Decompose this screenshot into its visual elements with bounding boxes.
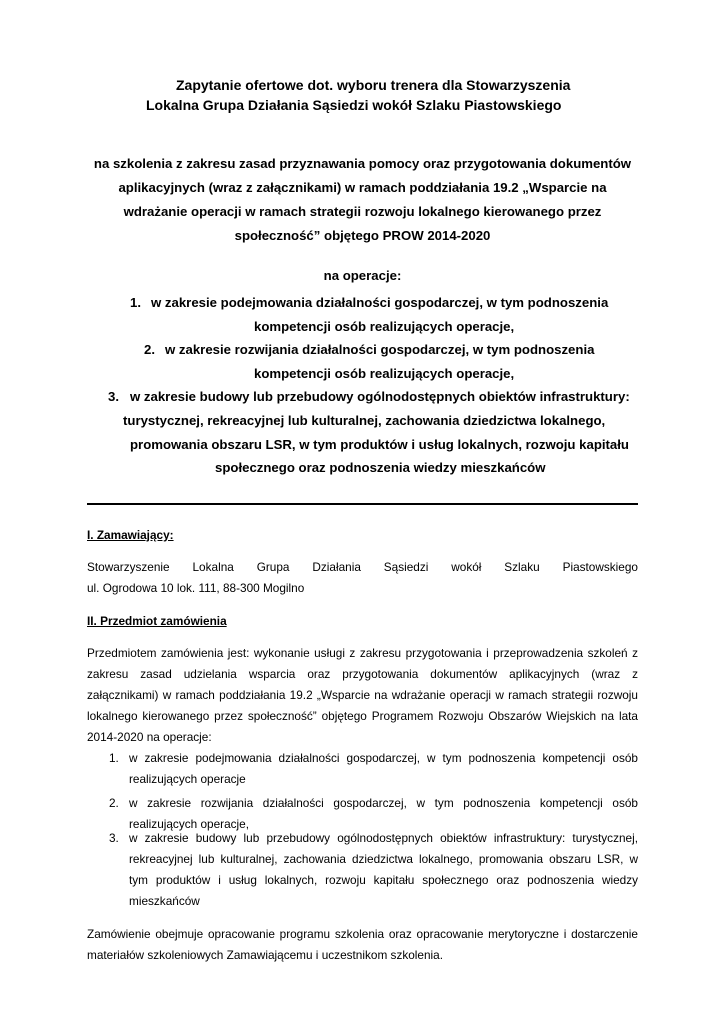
operation-line: turystycznej, rekreacyjnej lub kulturalnej, zachowania dziedzictwa lokalnego,: [123, 413, 606, 428]
contractor-address: ul. Ogrodowa 10 lok. 111, 88-300 Mogilno: [87, 581, 305, 595]
contractor-name: Stowarzyszenie Lokalna Grupa Działania Sąsiedzi wokół Szlaku Piastowskiego: [87, 560, 638, 574]
subject-line: aplikacyjnych (wraz z załącznikami) w ramach poddziałania 19.2 „Wsparcie na: [118, 180, 607, 195]
list-item-number: 1.: [109, 751, 119, 765]
document-title-line-1: Zapytanie ofertowe dot. wyboru trenera dla Stowarzyszenia: [176, 77, 571, 93]
intro-line: Przedmiotem zamówienia jest: wykonanie usługi z zakresu przygotowania i przeprowadzenia szkoleń z: [87, 646, 638, 660]
operation-number: 3.: [108, 389, 119, 404]
subject-line: na szkolenia z zakresu zasad przyznawania pomocy oraz przygotowania dokumentów: [93, 156, 632, 171]
intro-line: załącznikami) w ramach poddziałania 19.2 „Wsparcie na wdrażanie operacji w ramach strategii rozwoju: [87, 688, 638, 702]
intro-line: zakresu zasad udzielania wsparcia oraz przygotowania dokumentów aplikacyjnych (wraz z: [87, 667, 638, 681]
intro-line: lokalnego kierowanego przez społeczność” objętego Programem Rozwoju Obszarów Wiejskich na lata: [87, 709, 638, 723]
operation-number: 1.: [130, 295, 141, 310]
list-item-line: w zakresie podejmowania działalności gospodarczej, w tym podnoszenia kompetencji osób: [129, 751, 638, 765]
document-title-line-2: Lokalna Grupa Działania Sąsiedzi wokół Szlaku Piastowskiego: [146, 97, 562, 113]
list-item-line: w zakresie budowy lub przebudowy ogólnodostępnych obiektów infrastruktury: turystycznej,: [129, 831, 638, 845]
list-item-number: 3.: [109, 831, 119, 845]
subject-line: wdrażanie operacji w ramach strategii rozwoju lokalnego kierowanego przez: [123, 204, 602, 219]
section-heading-przedmiot: II. Przedmiot zamówienia: [87, 614, 227, 628]
list-item-number: 2.: [109, 796, 119, 810]
list-item-line: tym produktów i usług lokalnych, rozwoju kapitału społecznego oraz podnoszenia wiedzy: [129, 873, 638, 887]
list-item-line: rekreacyjnej lub kulturalnej, zachowania dziedzictwa lokalnego, promowania obszaru LSR, w: [129, 852, 638, 866]
operation-line: kompetencji osób realizujących operacje,: [254, 366, 515, 381]
horizontal-rule: [87, 503, 638, 505]
list-item-line: realizujących operacje: [129, 772, 246, 786]
section-heading-zamawiajacy: I. Zamawiający:: [87, 528, 174, 542]
list-item-line: realizujących operacje,: [129, 817, 249, 831]
operation-line: w zakresie rozwijania działalności gospodarczej, w tym podnoszenia: [165, 342, 595, 357]
operation-line: kompetencji osób realizujących operacje,: [254, 319, 515, 334]
list-item-line: w zakresie rozwijania działalności gospodarczej, w tym podnoszenia kompetencji osób: [129, 796, 638, 810]
intro-line: 2014-2020 na operacje:: [87, 730, 212, 744]
operation-number: 2.: [144, 342, 155, 357]
closing-line: materiałów szkoleniowych Zamawiającemu i uczestnikom szkolenia.: [87, 948, 444, 962]
operation-line: w zakresie podejmowania działalności gospodarczej, w tym podnoszenia: [151, 295, 609, 310]
closing-line: Zamówienie obejmuje opracowanie programu szkolenia oraz opracowanie merytoryczne i dostarczenie: [87, 927, 638, 941]
operations-label: na operacje:: [323, 268, 402, 283]
list-item-line: mieszkańców: [129, 894, 200, 908]
operation-line: promowania obszaru LSR, w tym produktów i usług lokalnych, rozwoju kapitału: [130, 437, 629, 452]
subject-line: społeczność” objętego PROW 2014-2020: [234, 228, 491, 243]
operation-line: społecznego oraz podnoszenia wiedzy mieszkańców: [215, 460, 546, 475]
operation-line: w zakresie budowy lub przebudowy ogólnodostępnych obiektów infrastruktury:: [130, 389, 630, 404]
